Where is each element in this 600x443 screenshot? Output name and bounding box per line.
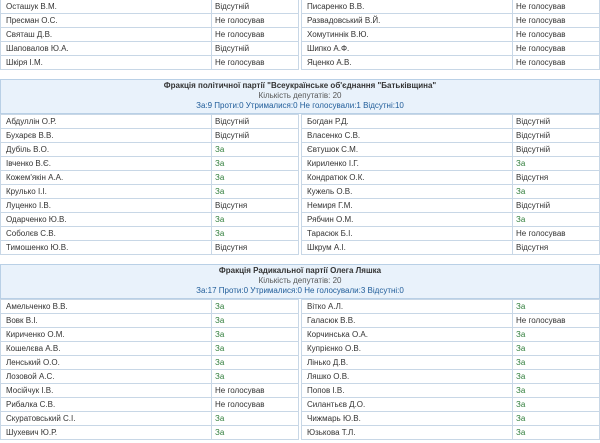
- deputy-row: [0, 185, 299, 199]
- deputy-row: [301, 300, 600, 314]
- faction-header: [0, 264, 600, 299]
- deputy-name: Кондратюк О.К.: [307, 173, 365, 182]
- deputy-vote: За: [211, 412, 298, 425]
- deputies-column-left: [0, 299, 299, 440]
- faction-header: [0, 79, 600, 114]
- deputy-vote: Відсутній: [512, 199, 599, 212]
- deputy-vote: За: [512, 370, 599, 383]
- deputy-name: Івченко В.Є.: [6, 159, 51, 168]
- deputy-row: [0, 42, 299, 56]
- deputy-row: [0, 227, 299, 241]
- deputies-column-right: [301, 114, 600, 255]
- deputy-name: Тарасюк Б.І.: [307, 229, 353, 238]
- deputy-row: [301, 342, 600, 356]
- deputy-vote: За: [512, 356, 599, 369]
- deputy-name: Шухевич Ю.Р.: [6, 428, 58, 437]
- deputy-row: [301, 171, 600, 185]
- deputy-vote: Не голосував: [211, 398, 298, 411]
- deputy-name: Ленський О.О.: [6, 358, 60, 367]
- deputies-column-right: [301, 0, 600, 70]
- deputy-row: [0, 426, 299, 440]
- deputy-name: Соболєв С.В.: [6, 229, 56, 238]
- deputy-row: [0, 171, 299, 185]
- deputy-vote: За: [211, 157, 298, 170]
- deputy-vote: За: [211, 426, 298, 439]
- deputy-name: Шипко А.Ф.: [307, 44, 350, 53]
- deputy-vote: За: [211, 213, 298, 226]
- deputy-name: Хомутиннік В.Ю.: [307, 30, 369, 39]
- deputy-vote: Відсутній: [512, 115, 599, 128]
- deputy-name: Дубіль В.О.: [6, 145, 50, 154]
- deputy-name: Развадовський В.Й.: [307, 16, 381, 25]
- deputy-vote: За: [512, 398, 599, 411]
- deputies-columns: [0, 114, 600, 255]
- deputy-vote: Відсутній: [211, 42, 298, 55]
- deputy-vote: Відсутній: [512, 129, 599, 142]
- deputy-row: [0, 370, 299, 384]
- deputy-row: [0, 115, 299, 129]
- deputy-name: Богдан Р.Д.: [307, 117, 349, 126]
- deputy-vote: Відсутня: [211, 241, 298, 254]
- deputy-row: [301, 370, 600, 384]
- deputy-name: Кужель О.В.: [307, 187, 353, 196]
- deputy-vote: Не голосував: [211, 56, 298, 69]
- deputy-name: Пресман О.С.: [6, 16, 58, 25]
- deputy-row: [301, 56, 600, 70]
- deputy-name: Немиря Г.М.: [307, 201, 353, 210]
- deputy-vote: Не голосував: [512, 28, 599, 41]
- deputies-count: Кількість депутатів: 20: [258, 91, 342, 100]
- deputy-vote: За: [512, 213, 599, 226]
- deputy-name: Мосійчук І.В.: [6, 386, 54, 395]
- deputy-vote: Не голосував: [512, 42, 599, 55]
- vote-summary: За:17 Проти:0 Утрималися:0 Не голосували:3 Відсутні:0: [196, 286, 404, 295]
- section-top: [0, 0, 600, 70]
- deputy-vote: За: [211, 328, 298, 341]
- deputy-row: [301, 314, 600, 328]
- deputy-vote: Відсутня: [512, 241, 599, 254]
- deputies-column-left: [0, 114, 299, 255]
- deputy-vote: Відсутній: [211, 0, 298, 13]
- deputy-name: Рябчин О.М.: [307, 215, 354, 224]
- deputy-row: [0, 342, 299, 356]
- deputy-name: Шкіря І.М.: [6, 58, 43, 67]
- deputy-name: Кошелєва А.В.: [6, 344, 61, 353]
- deputy-row: [0, 56, 299, 70]
- deputy-name: Лозовой А.С.: [6, 372, 55, 381]
- deputy-row: [0, 143, 299, 157]
- deputies-column-right: [301, 299, 600, 440]
- deputy-row: [301, 356, 600, 370]
- deputy-vote: Не голосував: [211, 384, 298, 397]
- deputy-row: [0, 199, 299, 213]
- deputy-row: [0, 356, 299, 370]
- deputy-row: [301, 115, 600, 129]
- deputy-row: [0, 314, 299, 328]
- deputy-row: [0, 0, 299, 14]
- deputy-name: Кожем'якін А.А.: [6, 173, 64, 182]
- deputy-name: Осташук В.М.: [6, 2, 57, 11]
- deputy-row: [0, 14, 299, 28]
- deputy-row: [301, 398, 600, 412]
- deputy-row: [301, 28, 600, 42]
- deputy-name: Власенко С.В.: [307, 131, 361, 140]
- deputy-name: Галасюк В.В.: [307, 316, 356, 325]
- deputy-name: Вітко А.Л.: [307, 302, 344, 311]
- deputy-row: [301, 412, 600, 426]
- deputy-row: [301, 199, 600, 213]
- deputy-name: Попов І.В.: [307, 386, 345, 395]
- deputy-name: Скуратовський С.І.: [6, 414, 76, 423]
- deputy-name: Бухарєв В.В.: [6, 131, 54, 140]
- deputy-row: [301, 213, 600, 227]
- deputy-row: [0, 28, 299, 42]
- deputy-row: [301, 14, 600, 28]
- deputy-vote: За: [211, 300, 298, 313]
- deputy-row: [0, 398, 299, 412]
- deputy-row: [301, 143, 600, 157]
- deputies-columns: [0, 299, 600, 440]
- deputy-vote: Відсутній: [512, 143, 599, 156]
- deputy-vote: За: [512, 185, 599, 198]
- deputy-row: [0, 213, 299, 227]
- deputy-name: Силантьєв Д.О.: [307, 400, 366, 409]
- deputy-name: Купрієнко О.В.: [307, 344, 361, 353]
- deputy-row: [301, 185, 600, 199]
- deputy-row: [301, 328, 600, 342]
- deputies-column-left: [0, 0, 299, 70]
- deputy-name: Амельченко В.В.: [6, 302, 68, 311]
- deputy-vote: За: [512, 157, 599, 170]
- deputy-vote: За: [512, 384, 599, 397]
- deputy-name: Корчинська О.А.: [307, 330, 368, 339]
- deputy-vote: За: [211, 356, 298, 369]
- deputy-vote: Відсутня: [512, 171, 599, 184]
- deputy-name: Одарченко Ю.В.: [6, 215, 67, 224]
- deputy-vote: За: [512, 426, 599, 439]
- deputy-vote: За: [512, 328, 599, 341]
- faction-title: Фракція Радикальної партії Олега Ляшка: [218, 266, 382, 275]
- deputy-row: [0, 157, 299, 171]
- deputy-vote: За: [211, 370, 298, 383]
- deputy-name: Юзькова Т.Л.: [307, 428, 356, 437]
- deputy-name: Чижмарь Ю.В.: [307, 414, 361, 423]
- deputy-vote: Не голосував: [512, 56, 599, 69]
- deputy-row: [301, 426, 600, 440]
- deputy-vote: За: [211, 171, 298, 184]
- deputy-name: Луценко І.В.: [6, 201, 51, 210]
- deputy-vote: За: [211, 143, 298, 156]
- deputy-vote: Не голосував: [512, 314, 599, 327]
- deputy-vote: За: [211, 185, 298, 198]
- deputy-vote: Не голосував: [211, 28, 298, 41]
- deputy-vote: Не голосував: [512, 0, 599, 13]
- deputies-columns: [0, 0, 600, 70]
- deputy-name: Шаповалов Ю.А.: [6, 44, 69, 53]
- deputy-name: Шкрум А.І.: [307, 243, 346, 252]
- deputy-vote: Не голосував: [512, 14, 599, 27]
- deputy-vote: Відсутній: [211, 129, 298, 142]
- deputy-name: Рибалка С.В.: [6, 400, 56, 409]
- deputy-name: Святаш Д.В.: [6, 30, 53, 39]
- deputy-vote: За: [512, 342, 599, 355]
- deputy-name: Євтушок С.М.: [307, 145, 359, 154]
- deputy-row: [0, 129, 299, 143]
- deputy-row: [301, 384, 600, 398]
- deputy-row: [0, 241, 299, 255]
- deputy-row: [0, 412, 299, 426]
- deputy-name: Кириленко І.Г.: [307, 159, 359, 168]
- deputy-vote: За: [512, 412, 599, 425]
- section-batkivshchyna: [0, 79, 600, 255]
- deputy-vote: За: [512, 300, 599, 313]
- deputy-row: [301, 42, 600, 56]
- deputy-vote: Відсутній: [211, 115, 298, 128]
- deputy-vote: За: [211, 227, 298, 240]
- deputy-row: [301, 227, 600, 241]
- deputy-name: Абдуллін О.Р.: [6, 117, 57, 126]
- deputy-name: Писаренко В.В.: [307, 2, 365, 11]
- deputy-name: Ляшко О.В.: [307, 372, 350, 381]
- deputy-row: [0, 328, 299, 342]
- deputy-vote: За: [211, 314, 298, 327]
- deputy-name: Яценко А.В.: [307, 58, 352, 67]
- vote-summary: За:9 Проти:0 Утрималися:0 Не голосували:1 Відсутні:10: [196, 101, 404, 110]
- deputy-name: Тимошенко Ю.В.: [6, 243, 69, 252]
- deputy-name: Вовк В.І.: [6, 316, 38, 325]
- deputy-row: [301, 157, 600, 171]
- deputy-row: [301, 241, 600, 255]
- deputy-row: [0, 384, 299, 398]
- deputy-vote: За: [211, 342, 298, 355]
- deputy-row: [301, 0, 600, 14]
- deputy-row: [0, 300, 299, 314]
- faction-title: Фракція політичної партії "Всеукраїнське об'єднання "Батьківщина": [163, 81, 437, 90]
- deputy-vote: Не голосував: [512, 227, 599, 240]
- deputy-row: [301, 129, 600, 143]
- deputy-vote: Не голосував: [211, 14, 298, 27]
- deputy-name: Лінько Д.В.: [307, 358, 349, 367]
- deputy-vote: Відсутня: [211, 199, 298, 212]
- deputy-name: Кириченко О.М.: [6, 330, 65, 339]
- deputy-name: Крулько І.І.: [6, 187, 47, 196]
- section-radical-party: [0, 264, 600, 440]
- deputies-count: Кількість депутатів: 20: [258, 276, 342, 285]
